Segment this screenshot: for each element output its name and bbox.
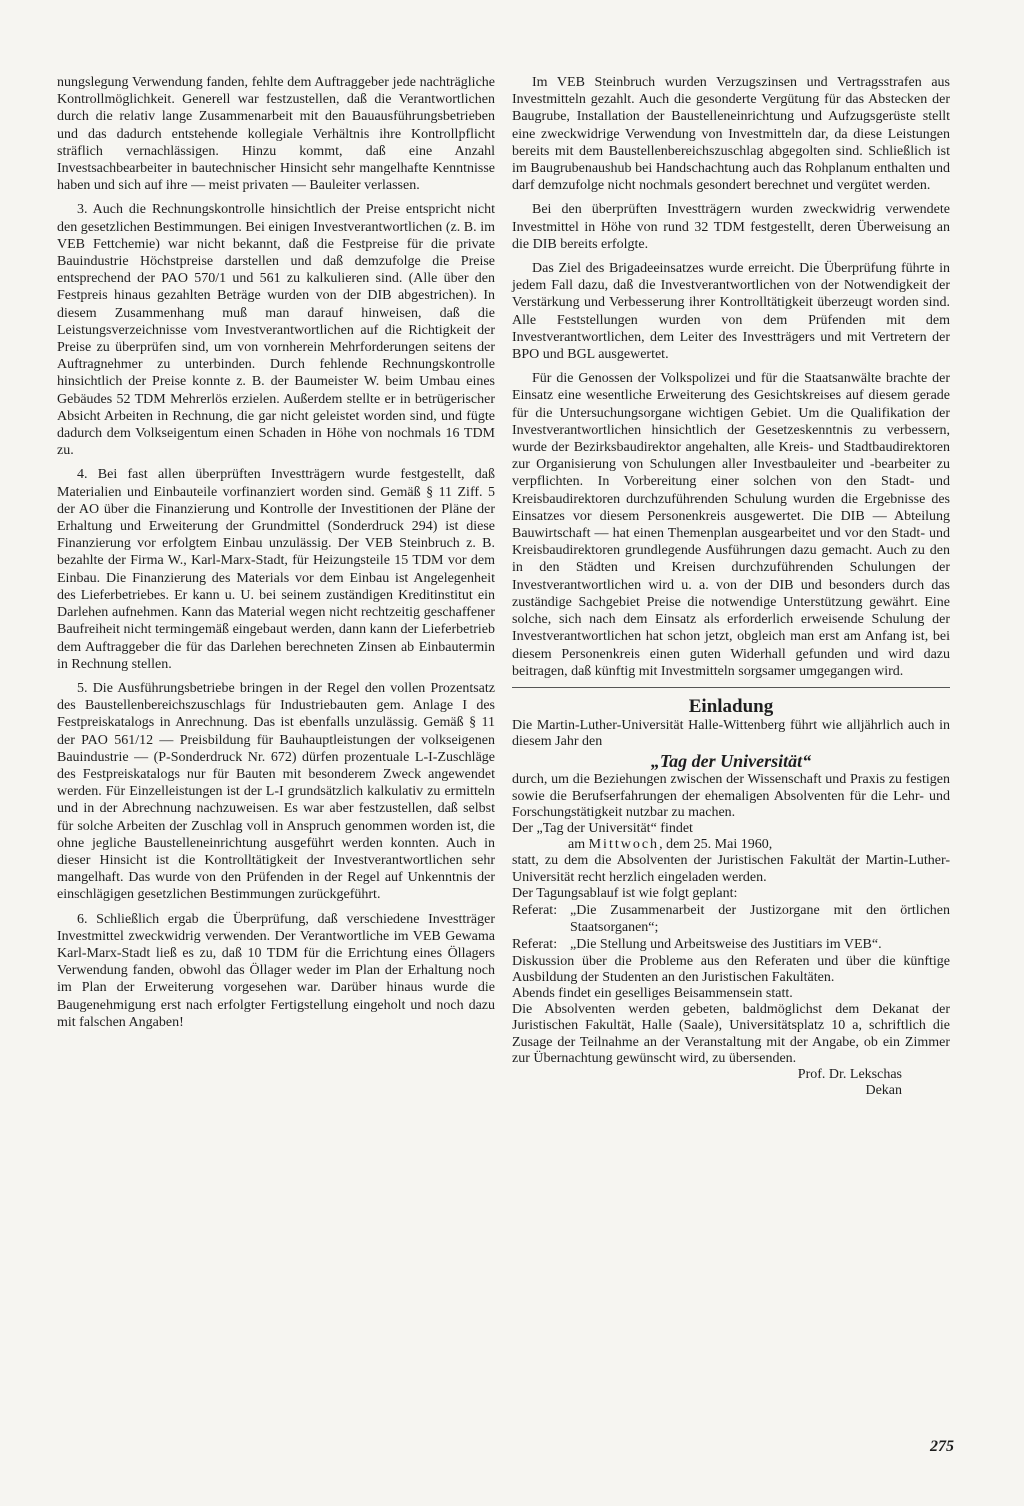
- referat-item: [512, 936, 950, 953]
- einladung-intro: Die Martin-Luther-Universität Halle-Wittenberg führt wie alljährlich auch in diesem Jahr den: [512, 717, 950, 750]
- einladung-schedule-intro: Der Tagungsablauf ist wie folgt geplant:: [512, 885, 738, 901]
- right-column: [512, 74, 950, 1099]
- paragraph: Im VEB Steinbruch wurden Verzugszinsen und Vertragsstrafen aus Investmitteln gezahlt. Auch die gesonderte Vergütung für das Abstecken der Baugrube, Installation der Baustelleneinrichtung und Aufzugsgerüste stellt eine zweckwidrige Verwendung von Investmitteln dar, da diese Leistungen bereits mit dem Baustellenbereichszuschlag abgegolten sind. Schließlich ist im Baugrubenaushub bei Handschachtung auch das Rohplanum enthalten und darf demzufolge nicht nochmals gesondert berechnet und vergütet werden.: [512, 75, 950, 194]
- referat-item: [512, 902, 950, 936]
- paragraph: 3. Auch die Rechnungskontrolle hinsichtlich der Preise entspricht nicht den gesetzlichen Bestimmungen. Bei einigen Investverantwortlichen (z. B. im VEB Fettchemie) war nicht bekannt, daß die Festpreise für die private Bauindustrie Höchstpreise darstellen und daß demzufolge die Preise entsprechend der PAO 570/1 und 561 zu kalkulieren sind. (Alle über den Festpreis hinaus gezahlten Beträge wurden von der DIB abgestrichen). In diesem Zusammenhang muß man darauf hinweisen, daß die Leistungsverzeichnisse vom Investverantwortlichen auf die Richtigkeit der Preise zu überprüfen sind, um von vornherein Mehrforderungen seitens der Auftragnehmer zu unterbinden. Durch fehlende Rechnungskontrolle hinsichtlich der Preise konnte z. B. der Baumeister W. beim Umbau eines Gebäudes 52 TDM Mehrerlös erzielen. Außerdem stellte er in betrügerischer Absicht Arbeiten in Rechnung, die gar nicht geleistet worden sind, und fügte dadurch dem Volkseigentum einen Schaden in Höhe von nochmals 16 TDM zu.: [57, 202, 495, 459]
- paragraph: 5. Die Ausführungsbetriebe bringen in der Regel den vollen Prozentsatz des Baustellenbereichszuschlags für Industriebauten gem. Anlage I des Festpreiskatalogs in Anrechnung. Das ist ebenfalls unzulässig. Gemäß § 11 der PAO 561/12 — Preisbildung für Bauhauptleistungen der volkseigenen Bauindustrie — (P-Sonderdruck Nr. 672) dürfen prozentuale L-I-Zuschläge des Festpreiskatalogs nur für Bauten mit besonderem Zweck angewendet werden. Für Einzelleistungen ist der L-I grundsätzlich kalkulativ zu ermitteln und in der Abrechnung nachzuweisen. Es war aber festzustellen, daß selbst für solche Arbeiten der Zuschlag voll in Anspruch genommen worden ist, die ohne jegliche Baustelleneinrichtung ausgeführt werden konnten. Auch in dieser Hinsicht ist die Kontrolltätigkeit der Investverantwortlichen sehr mangelhaft. Das wurde von den Prüfenden in der Regel auf Unkenntnis der einschlägigen gesetzlichen Bestimmungen zurückgeführt.: [57, 680, 495, 903]
- einladung-date-line-1: Der „Tag der Universität“ findet: [512, 820, 693, 836]
- paragraph: nungslegung Verwendung fanden, fehlte dem Auftraggeber jede nachträgliche Kontrollmöglichkeit. Generell war festzustellen, daß die Verantwortlichen durch die relativ lange Zusammenarbeit mit den Bauausführungsbetrieben und das dadurch entstehende kollegiale Verhältnis ihre Kontrollpflicht sträflich vernachlässigen. Hinzu kommt, daß eine Anzahl Investsachbearbeiter in bautechnischer Hinsicht sehr mangelhafte Kenntnisse haben und sich auf ihre — meist privaten — Bauleiter verlassen.: [57, 75, 495, 194]
- referat-label: Referat:: [512, 902, 558, 918]
- paragraph: Das Ziel des Brigadeeinsatzes wurde erreicht. Die Überprüfung führte in jedem Fall dazu, daß die Investverantwortlichen von der Notwendigkeit der Verstärkung und Verbesserung ihrer Kontrolltätigkeit überzeugt worden sind. Alle Feststellungen wurden von dem Prüfenden mit dem Investverantwortlichen, dem Leiter des Investträgers und mit Vertretern der BPO und BGL ausgewertet.: [512, 261, 950, 363]
- referat-text: „Die Stellung und Arbeitsweise des Justitiars im VEB“.: [570, 937, 882, 953]
- paragraph: Für die Genossen der Volkspolizei und für die Staatsanwälte brachte der Einsatz eine wesentliche Erweiterung des Gesichtskreises auf diesem gerade für die Untersuchungsorgane wichtigen Gebiet. Um die Qualifikation der Investverantwortlichen hinsichtlich der Gesetzeskenntnis zu verbessern, wurde der Bezirksbaudirektor angehalten, alle Kreis- und Stadtbaudirektoren zur Organisierung von Schulungen aller Investbauleiter und -bearbeiter zu verpflichten. In Vorbereitung einer solchen von den Stadt- und Kreisbaudirektoren durchzuführenden Schulung wurden die Ergebnisse des Einsatzes vor diesem Personenkreis ausgewertet. Die DIB — Abteilung Bauwirtschaft — hat einen Themenplan ausgearbeitet und vor den Stadt- und Kreisbaudirektoren grundlegende Ausführungen dazu gemacht. Auch zu den in den Städten und Kreisen durchzuführenden Schulungen der Investverantwortlichen wird u. a. von der DIB und besonders durch das zuständige Sachgebiet Preise die notwendige Unterstützung gewährt. Eine solche, sich nach dem Einsatz als erforderlich erweisende Schulung der Investverantwortlichen hat schon jetzt, obgleich man erst am Anfang ist, bei diesem Personenkreis einen guten Widerhall gefunden und wird dazu beitragen, daß künftig mit Investmitteln sorgsamer umgegangen wird.: [512, 371, 950, 679]
- einladung-discussion: Diskussion über die Probleme aus den Referaten und über die künftige Ausbildung der Studenten an den Juristischen Fakultäten.: [512, 953, 950, 985]
- left-column: [57, 74, 495, 1038]
- paragraph: 4. Bei fast allen überprüften Investträgern wurde festgestellt, daß Materialien und Einbauteile vorfinanziert worden sind. Gemäß § 11 Ziff. 5 der AO über die Finanzierung und Kontrolle der Investitionen der Pläne der Erhaltung und Erweiterung der Grundmittel (Sonderdruck 294) ist diese Finanzierung vor erfolgtem Einbau unzulässig. Der VEB Steinbruch z. B. bezahlte der Firma W., Karl-Marx-Stadt, für Heizungsteile 15 TDM vor dem Einbau. Die Finanzierung des Materials vor dem Einbau ist Angelegenheit des Lieferbetriebes. Er kann u. U. bei seinem zuständigen Kreditinstitut ein Darlehen aufnehmen. Kann das Material wegen nicht rechtzeitig geschaffener Baufreiheit nicht termingemäß eingebaut werden, dann kann der Lieferbetrieb dem Auftraggeber die für das Darlehen berechneten Zinsen ab Einbautermin in Rechnung stellen.: [57, 467, 495, 672]
- einladung-evening: Abends findet ein geselliges Beisammensein statt.: [512, 985, 793, 1001]
- date-day: Mittwoch: [588, 837, 660, 853]
- einladung-request: Die Absolventen werden gebeten, baldmöglichst dem Dekanat der Juristischen Fakultät, Halle (Saale), Universitätsplatz 10 a, schriftlich die Zusage der Teilnahme an der Veranstaltung mit der Angabe, ob ein Zimmer zur Übernachtung gewünscht wird, zu übersenden.: [512, 1002, 950, 1066]
- einladung-title: Einladung: [688, 695, 774, 717]
- referat-text: „Die Zusammenarbeit der Justizorgane mit den örtlichen Staatsorganen“;: [570, 902, 950, 936]
- date-prefix: am: [568, 837, 586, 853]
- signature-name: Prof. Dr. Lekschas: [797, 1066, 902, 1082]
- einladung-date-line-3: statt, zu dem die Absolventen der Juristischen Fakultät der Martin-Luther-Universität recht herzlich eingeladen werden.: [512, 853, 950, 885]
- referat-label: Referat:: [512, 937, 558, 953]
- page-number: 275: [930, 1438, 954, 1455]
- einladung-date-line-2: [512, 837, 950, 853]
- einladung-event-title: „Tag der Universität“: [650, 751, 812, 772]
- einladung-purpose: durch, um die Beziehungen zwischen der Wissenschaft und Praxis zu festigen sowie die Berufserfahrungen der ehemaligen Absolventen für die Lehr- und Forschungstätigkeit nutzbar zu machen.: [512, 772, 950, 820]
- einladung-notice: [512, 696, 950, 1099]
- paragraph: 6. Schließlich ergab die Überprüfung, daß verschiedene Investträger Investmittel zweckwidrig verwenden. Der Verantwortliche im VEB Gewama Karl-Marx-Stadt ließ es zu, daß 10 TDM für die Errichtung eines Öllagers Verwendung fanden, obwohl das Öllager weder im Plan der Erhaltung noch im Plan der Erweiterung vorgesehen war. Darüber hinaus wurde die Baugenehmigung erst nach erfolgter Fertigstellung eingeholt und noch dazu mit falschen Angaben!: [57, 911, 495, 1030]
- signature-title: Dekan: [865, 1083, 902, 1099]
- paragraph: Bei den überprüften Investträgern wurden zweckwidrig verwendete Investmittel in Höhe von rund 32 TDM festgestellt, deren Überweisung an die DIB bereits erfolgte.: [512, 202, 950, 252]
- date-rest: , dem 25. Mai 1960,: [659, 837, 773, 853]
- section-divider: [512, 687, 950, 688]
